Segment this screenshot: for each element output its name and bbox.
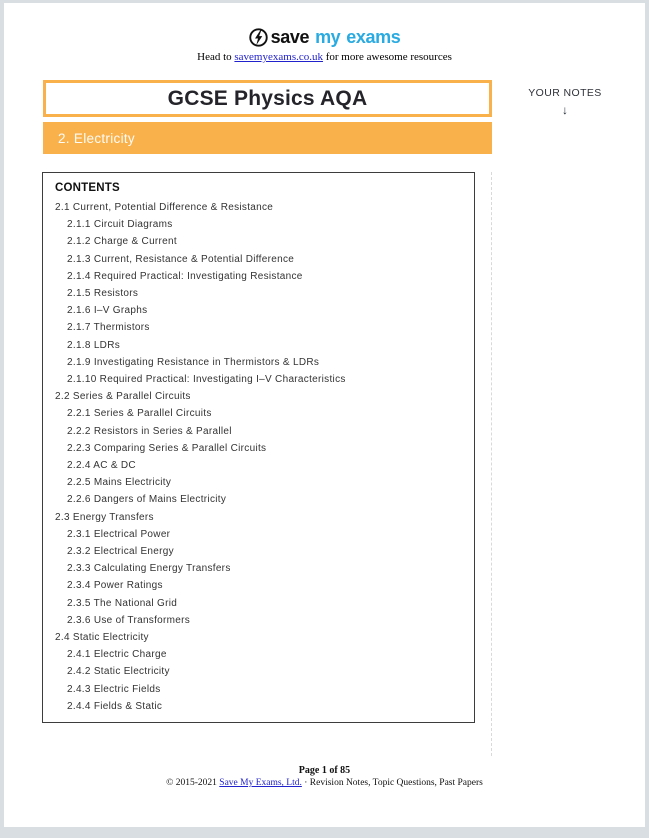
down-arrow-icon: ↓ bbox=[562, 103, 568, 117]
your-notes-label: YOUR NOTES bbox=[528, 87, 602, 99]
logo-word-save: save bbox=[270, 27, 310, 47]
logo-word-exams: exams bbox=[346, 27, 401, 47]
contents-item: 2.4 Static Electricity bbox=[55, 632, 149, 644]
contents-item: 2.3.2 Electrical Energy bbox=[67, 546, 174, 558]
copyright-line bbox=[4, 778, 645, 788]
contents-item: 2.4.4 Fields & Static bbox=[67, 700, 163, 712]
save-my-exams-link[interactable]: Save My Exams, Ltd. bbox=[219, 778, 302, 788]
copyright-suffix: · Revision Notes, Topic Questions, Past Papers bbox=[301, 778, 483, 788]
contents-item: 2.1.4 Required Practical: Investigating Resistance bbox=[67, 270, 303, 282]
page-number: Page 1 of 85 bbox=[298, 765, 351, 776]
document-page bbox=[4, 3, 645, 827]
contents-item: 2.3.1 Electrical Power bbox=[67, 528, 171, 540]
copyright-prefix: © 2015-2021 bbox=[166, 778, 220, 788]
tagline-prefix: Head to bbox=[197, 51, 235, 63]
contents-item: 2.2.4 AC & DC bbox=[67, 460, 136, 472]
contents-item: 2.1.9 Investigating Resistance in Thermistors & LDRs bbox=[67, 356, 320, 368]
contents-item: 2.2.6 Dangers of Mains Electricity bbox=[67, 494, 227, 506]
contents-item: 2.1.7 Thermistors bbox=[67, 322, 150, 334]
contents-item: 2.1.3 Current, Resistance & Potential Difference bbox=[67, 253, 295, 265]
contents-item: 2.3.6 Use of Transformers bbox=[67, 614, 191, 626]
tagline-suffix: for more awesome resources bbox=[322, 51, 452, 63]
savemyexams-link[interactable]: savemyexams.co.uk bbox=[234, 51, 323, 63]
contents-box bbox=[42, 172, 475, 723]
contents-item: 2.4.2 Static Electricity bbox=[67, 666, 170, 678]
header-tagline bbox=[4, 51, 645, 63]
your-notes-block bbox=[510, 83, 620, 117]
logo-word-my: my bbox=[315, 27, 341, 47]
chapter-banner bbox=[43, 122, 492, 154]
contents-list bbox=[43, 199, 474, 715]
contents-item: 2.1.5 Resistors bbox=[67, 288, 139, 300]
contents-item: 2.1.1 Circuit Diagrams bbox=[67, 219, 173, 231]
chapter-title: 2. Electricity bbox=[58, 130, 135, 146]
contents-item: 2.1 Current, Potential Difference & Resistance bbox=[55, 202, 274, 213]
contents-item: 2.1.10 Required Practical: Investigating I–V Characteristics bbox=[67, 374, 346, 386]
course-title-box bbox=[43, 80, 492, 117]
contents-item: 2.2.1 Series & Parallel Circuits bbox=[67, 408, 212, 420]
contents-item: 2.4.1 Electric Charge bbox=[67, 649, 167, 661]
notes-divider-line bbox=[491, 172, 492, 756]
contents-item: 2.2.2 Resistors in Series & Parallel bbox=[67, 425, 232, 437]
page-title: GCSE Physics AQA bbox=[167, 86, 368, 110]
lightning-bolt-icon bbox=[249, 28, 268, 47]
brand-logo bbox=[4, 27, 645, 48]
contents-item: 2.2 Series & Parallel Circuits bbox=[55, 391, 191, 403]
contents-item: 2.4.3 Electric Fields bbox=[67, 683, 161, 695]
contents-item: 2.3 Energy Transfers bbox=[55, 511, 154, 523]
contents-item: 2.2.3 Comparing Series & Parallel Circuits bbox=[67, 442, 267, 454]
contents-item: 2.1.6 I–V Graphs bbox=[67, 305, 148, 317]
contents-item: 2.3.3 Calculating Energy Transfers bbox=[67, 563, 231, 575]
contents-item: 2.3.5 The National Grid bbox=[67, 597, 178, 609]
contents-heading: CONTENTS bbox=[55, 182, 120, 194]
contents-item: 2.1.8 LDRs bbox=[67, 339, 121, 351]
contents-item: 2.2.5 Mains Electricity bbox=[67, 477, 172, 489]
contents-item: 2.1.2 Charge & Current bbox=[67, 236, 177, 248]
contents-item: 2.3.4 Power Ratings bbox=[67, 580, 163, 592]
